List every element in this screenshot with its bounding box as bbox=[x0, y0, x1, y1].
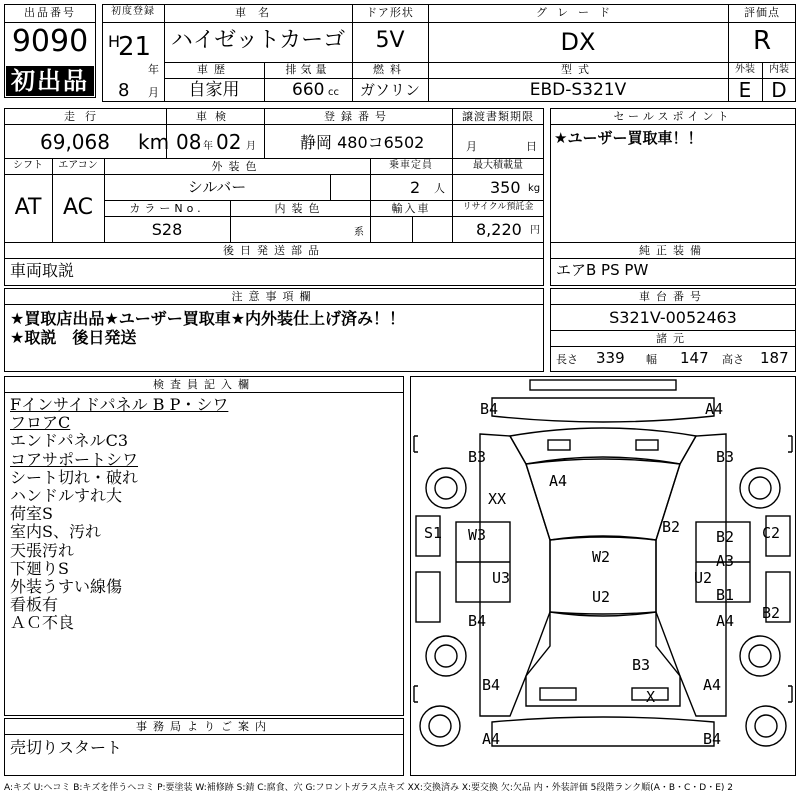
inspection-label: 車検 bbox=[196, 110, 234, 123]
damage-mark: X bbox=[646, 688, 656, 706]
mileage-unit: km bbox=[138, 130, 170, 154]
history-label: 車歴 bbox=[197, 63, 231, 76]
transfer-label: 譲渡書類期限 bbox=[462, 110, 534, 123]
plate-label: 登録番号 bbox=[324, 110, 392, 123]
displacement: 660 bbox=[292, 80, 325, 100]
notes-label: 注意事項欄 bbox=[231, 290, 317, 303]
inspector-note-line: 外装うすい線傷 bbox=[10, 577, 123, 596]
color-no: S28 bbox=[151, 220, 183, 239]
aircon: AC bbox=[62, 195, 94, 220]
damage-mark: B4 bbox=[482, 676, 501, 694]
inspector-note-line: 荷室S bbox=[10, 504, 53, 524]
model-code: EBD-S321V bbox=[529, 80, 627, 100]
sales-point: ★ユーザー買取車！！ bbox=[554, 129, 703, 147]
damage-mark: A4 bbox=[703, 676, 722, 694]
recycle-unit: 円 bbox=[530, 225, 540, 236]
max-load-label: 最大積載量 bbox=[473, 160, 523, 171]
damage-mark: A4 bbox=[482, 730, 501, 748]
score-label: 評価点 bbox=[744, 6, 780, 19]
plate: 静岡 480コ6502 bbox=[300, 133, 425, 152]
score: R bbox=[752, 26, 772, 56]
max-load: 350 bbox=[490, 178, 521, 197]
inspector-note-line: シート切れ・破れ bbox=[10, 467, 139, 487]
recycle-label: リサイクル預託金 bbox=[462, 202, 534, 212]
damage-mark: B4 bbox=[480, 400, 499, 418]
inspection-month-unit: 月 bbox=[246, 141, 256, 152]
color-no-label: カラーNo. bbox=[129, 202, 205, 215]
chassis-label: 車台番号 bbox=[639, 290, 707, 303]
later-parts: 車両取説 bbox=[10, 261, 75, 280]
reg-year: 21 bbox=[118, 32, 152, 62]
inspector-label: 検査員記入欄 bbox=[153, 378, 255, 391]
door-label: ドア形状 bbox=[366, 6, 414, 19]
inspector-note-line: 下廻りS bbox=[10, 558, 69, 578]
damage-mark: U2 bbox=[592, 588, 611, 606]
height-label: 高さ bbox=[722, 353, 744, 366]
damage-mark: B4 bbox=[703, 730, 722, 748]
aircon-label: エアコン bbox=[58, 160, 98, 171]
damage-mark: U3 bbox=[492, 569, 511, 587]
shift-label: シフト bbox=[13, 160, 43, 171]
damage-mark: C2 bbox=[762, 524, 781, 542]
reg-month: 8 bbox=[118, 80, 130, 101]
sales-point-label: セールスポイント bbox=[613, 110, 733, 123]
capacity-unit: 人 bbox=[434, 182, 445, 195]
inspection-year: 08 bbox=[176, 130, 202, 154]
inspector-note-line: 室内S、汚れ bbox=[10, 522, 101, 542]
inspector-note-line: コアサポートシワ bbox=[10, 449, 139, 469]
height: 187 bbox=[760, 349, 789, 367]
interior-grade-label: 内装 bbox=[769, 64, 789, 75]
damage-mark: B1 bbox=[716, 586, 735, 604]
dims-label: 諸元 bbox=[656, 332, 690, 345]
later-parts-label: 後日発送部品 bbox=[223, 244, 325, 257]
displacement-unit: cc bbox=[328, 87, 339, 98]
damage-mark: B3 bbox=[716, 448, 735, 466]
exterior-color: シルバー bbox=[187, 178, 247, 196]
capacity: 2 bbox=[410, 178, 421, 197]
equipment: エアB PS PW bbox=[556, 261, 649, 279]
damage-mark: XX bbox=[488, 490, 507, 508]
damage-mark: W3 bbox=[468, 526, 487, 544]
inspection-year-unit: 年 bbox=[203, 141, 213, 152]
interior-grade: D bbox=[771, 78, 787, 102]
inspector-note-line: 天張汚れ bbox=[10, 540, 75, 560]
length: 339 bbox=[596, 349, 625, 367]
era: H bbox=[108, 32, 121, 51]
mileage: 69,068 bbox=[40, 130, 110, 154]
inspector-note-line: 看板有 bbox=[10, 595, 59, 615]
history: 自家用 bbox=[188, 80, 240, 100]
inspector-note-line: Fインサイドパネル B P・シワ bbox=[10, 395, 229, 414]
shift: AT bbox=[14, 195, 42, 220]
mileage-label: 走行 bbox=[64, 110, 106, 123]
damage-mark: B3 bbox=[632, 656, 651, 674]
door: 5V bbox=[375, 28, 405, 53]
fuel-label: 燃料 bbox=[373, 63, 407, 76]
first-listing-badge: 初出品 bbox=[6, 66, 94, 96]
damage-mark: U2 bbox=[694, 569, 713, 587]
transfer-day-unit: 日 bbox=[526, 140, 537, 153]
width-label: 幅 bbox=[646, 353, 657, 366]
exterior-grade: E bbox=[738, 78, 752, 102]
damage-mark: B3 bbox=[468, 448, 487, 466]
damage-mark: A4 bbox=[549, 472, 568, 490]
car-name: ハイゼットカーゴ bbox=[170, 28, 346, 53]
damage-mark: W2 bbox=[592, 548, 611, 566]
lot-label: 出品番号 bbox=[24, 6, 76, 19]
inspection-month: 02 bbox=[216, 130, 242, 154]
legend: A:キズ U:ヘコミ B:キズを伴うヘコミ P:要塗装 W:補修跡 S:錆 C:腐食、穴 G:フロントガラス点キズ XX:交換済み X:要交換 欠:欠品 内・外装評価 5段階ランク順(A・B・C・D・E) 2 bbox=[4, 783, 734, 793]
grade: DX bbox=[560, 28, 596, 56]
displacement-label: 排気量 bbox=[285, 63, 331, 76]
capacity-label: 乗車定員 bbox=[389, 160, 433, 171]
recycle: 8,220 bbox=[476, 220, 522, 239]
inspector-note-line: ＡＣ不良 bbox=[10, 613, 75, 633]
width: 147 bbox=[680, 349, 709, 367]
damage-mark: A4 bbox=[705, 400, 724, 418]
exterior-grade-label: 外装 bbox=[735, 64, 755, 75]
inspector-note-line: ハンドルすれ大 bbox=[10, 486, 123, 505]
damage-mark: S1 bbox=[424, 524, 443, 542]
transfer-month-unit: 月 bbox=[466, 140, 477, 153]
damage-mark: B2 bbox=[662, 518, 681, 536]
lot-number: 9090 bbox=[11, 24, 89, 59]
grade-label: グレード bbox=[536, 6, 620, 19]
year-unit: 年 bbox=[148, 63, 159, 76]
car-outline bbox=[410, 376, 796, 776]
interior-color-unit: 系 bbox=[354, 227, 364, 238]
length-label: 長さ bbox=[556, 353, 578, 366]
first-reg-label: 初度登録 bbox=[111, 6, 155, 17]
equipment-label: 純正装備 bbox=[639, 244, 707, 257]
office-text: 売切りスタート bbox=[10, 738, 123, 757]
notes-line-1: ★買取店出品★ユーザー買取車★内外装仕上げ済み！！ bbox=[10, 309, 406, 328]
inspector-note-line: エンドパネルC3 bbox=[10, 431, 129, 451]
damage-mark: B4 bbox=[468, 612, 487, 630]
notes-line-2: ★取説 後日発送 bbox=[10, 328, 137, 347]
damage-mark: A4 bbox=[716, 612, 735, 630]
damage-mark: B2 bbox=[716, 528, 735, 546]
inspector-note-line: フロアC bbox=[10, 413, 71, 433]
fuel: ガソリン bbox=[359, 81, 420, 99]
office-label: 事務局よりご案内 bbox=[136, 720, 272, 733]
model-code-label: 型式 bbox=[561, 63, 595, 76]
interior-color-label: 内装色 bbox=[274, 202, 326, 215]
max-load-unit: kg bbox=[528, 183, 541, 194]
chassis-number: S321V-0052463 bbox=[609, 308, 737, 327]
month-unit: 月 bbox=[148, 86, 159, 99]
car-name-label: 車名 bbox=[235, 6, 281, 19]
damage-mark: B2 bbox=[762, 604, 781, 622]
import-label: 輸入車 bbox=[391, 202, 431, 215]
exterior-color-label: 外装色 bbox=[211, 160, 263, 173]
damage-mark: A3 bbox=[716, 552, 735, 570]
